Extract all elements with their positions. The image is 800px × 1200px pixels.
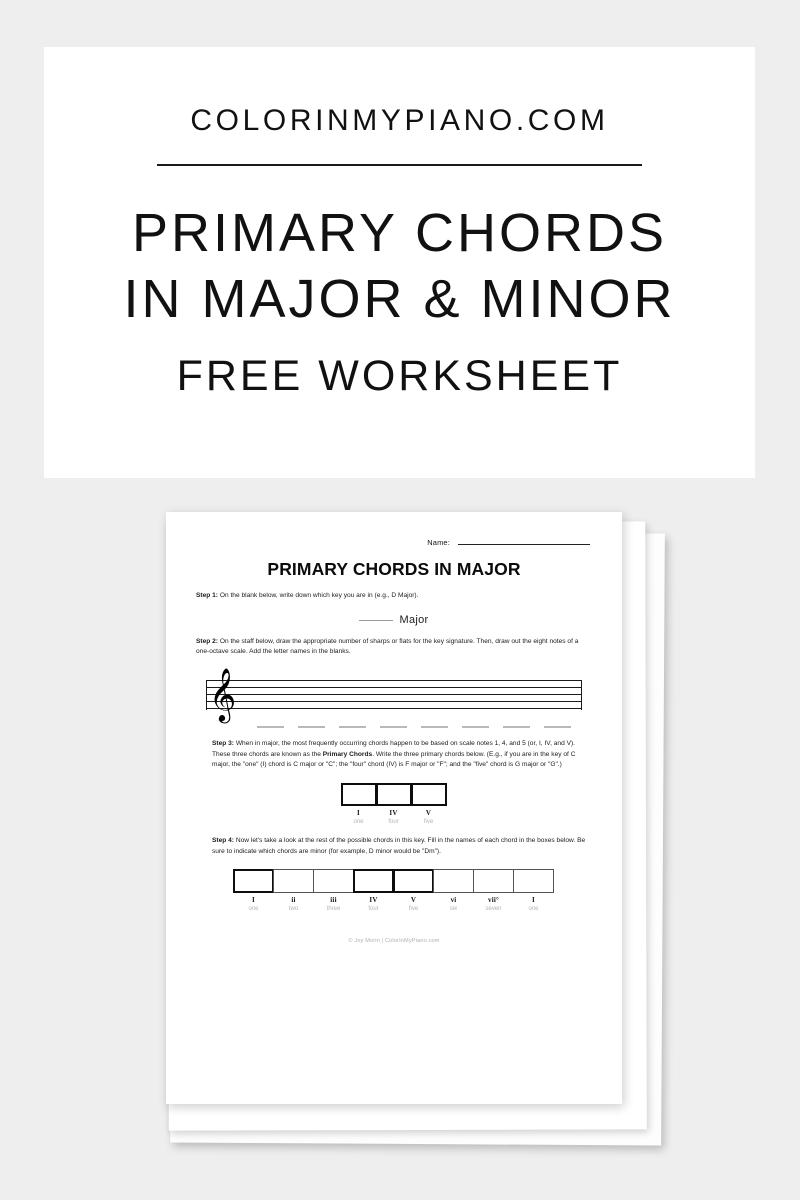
staff-barline-start [206,680,207,710]
worksheet-title: PRIMARY CHORDS IN MAJOR [267,559,521,579]
step-2-label: Step 2: [196,637,218,645]
step-4-instructions [196,836,592,857]
step-3-answer-box-3[interactable] [411,783,447,806]
step-3-roman-numeral-2: IV [389,809,398,818]
step-3-label-cell-3 [411,809,447,825]
step-3-label: Step 3: [212,740,234,748]
staff-line-2 [206,701,582,702]
hero-divider [157,164,642,166]
step-3-bold-term: Primary Chords [322,750,373,758]
step-4-word-label-6: six [449,906,458,913]
step-3-word-label-3: five [423,819,434,826]
step-3-word-label-2: four [388,819,399,826]
step-3-instructions [196,739,592,771]
step-1-answer-row [196,614,592,626]
step-4-label-cell-8 [513,896,554,912]
step-4-answer-box-8[interactable] [513,869,554,893]
hero-title-line-1: PRIMARY CHORDS [131,203,668,263]
worksheet-paper-stack [150,500,670,1160]
step-4-word-label-5: five [408,906,419,913]
hero-title-line-2: IN MAJOR & MINOR [123,269,676,330]
step-4-roman-numeral-2: ii [291,896,296,905]
site-url: COLORINMYPIANO.COM [190,104,609,137]
treble-clef-icon: 𝄞 [209,667,237,722]
staff-line-5 [206,680,582,681]
step-4-word-label-3: three [326,906,341,913]
letter-blank-8[interactable] [544,726,571,728]
step-4-label-cell-7 [473,896,514,912]
letter-blank-4[interactable] [380,726,407,728]
step-4-answer-box-5[interactable] [393,869,434,893]
step-4-word-label-2: two [288,906,299,913]
name-input-line[interactable] [458,543,590,545]
step-3-roman-numeral-1: I [357,809,360,818]
letter-blank-7[interactable] [503,726,530,728]
major-word: Major [399,613,429,626]
step-3-label-cell-1 [341,809,377,825]
step-3-roman-numeral-3: V [425,809,432,818]
step-4-word-label-7: seven [485,906,502,913]
step-4-label: Step 4: [212,837,234,845]
letter-blank-6[interactable] [462,726,489,728]
step-4-answer-box-3[interactable] [313,869,354,893]
step-3-text-b: . Write the three primary chords below. (E.g., if you are in the key of C major, the "one" (I) chord is C major or "C"; the "four" chord (IV) is F major or "F"; and the "five" chord is G major or "G".) [212,750,576,769]
step-1-label: Step 1: [196,592,218,599]
letter-blank-5[interactable] [421,726,448,728]
step-4-label-cell-5 [393,896,434,912]
pin-hero-banner [44,47,755,478]
step-4-roman-numeral-6: vi [450,896,457,905]
step-4-answer-box-4[interactable] [353,869,394,893]
worksheet-footer-credit: © Joy Morin | ColorInMyPiano.com [348,938,440,945]
worksheet-page [166,512,622,1104]
step-3-answer-box-1[interactable] [341,783,377,806]
step-4-roman-numeral-1: I [252,896,255,905]
staff-line-1 [206,708,582,709]
step-4-box-row [234,869,554,893]
step-4-word-label-4: four [368,906,379,913]
step-3-box-row [342,783,447,806]
step-4-text: Now let's take a look at the rest of the possible chords in this key. Fill in the names of each chord in the boxes below. Be sure to indicate which chords are minor (for example, D minor would be "Dm"). [212,837,586,855]
staff-barline-end [581,680,582,710]
step-4-label-cell-2 [273,896,314,912]
step-4-answer-box-7[interactable] [473,869,514,893]
staff-line-4 [206,687,582,688]
name-field-row [196,538,592,547]
staff-line-3 [206,694,582,695]
hero-subtitle: FREE WORKSHEET [176,352,623,401]
step-4-roman-numeral-5: V [410,896,417,905]
name-label: Name: [427,538,450,547]
step-4-label-cell-4 [353,896,394,912]
step-1-instructions [196,591,592,602]
step-4-answer-box-1[interactable] [233,869,274,893]
scale-letter-blanks [196,726,592,728]
step-4-chord-grid [196,869,592,912]
key-name-blank[interactable] [359,620,393,621]
step-4-roman-numeral-7: vii° [488,896,499,905]
step-4-answer-box-2[interactable] [273,869,314,893]
letter-blank-3[interactable] [339,726,366,728]
letter-blank-2[interactable] [298,726,325,728]
step-3-label-cell-2 [376,809,412,825]
step-4-label-row [234,896,554,912]
step-3-answer-box-2[interactable] [376,783,412,806]
step-4-label-cell-1 [233,896,274,912]
letter-blank-1[interactable] [257,726,284,728]
step-4-roman-numeral-8: I [532,896,535,905]
music-staff-area [196,667,592,722]
step-4-word-label-1: one [248,906,259,913]
step-2-text: On the staff below, draw the appropriate number of sharps or flats for the key signature. Then, draw out the eight notes of a one-octave scale. Add the letter names in the blanks. [196,637,579,656]
step-2-instructions [196,637,592,658]
step-3-chord-grid [196,783,592,825]
step-4-roman-numeral-3: iii [330,896,337,905]
step-3-word-label-1: one [353,819,364,826]
step-1-text: On the blank below, write down which key you are in (e.g., D Major). [219,592,419,599]
step-3-label-row [342,809,447,825]
step-4-label-cell-3 [313,896,354,912]
step-4-label-cell-6 [433,896,474,912]
step-4-answer-box-6[interactable] [433,869,474,893]
step-3-text-a: When in major, the most frequently occurring chords happen to be based on scale notes 1, 4, and 5 (or, I, IV, and V). These three chords are known as the [212,740,575,758]
step-4-word-label-8: one [528,906,539,913]
music-staff[interactable] [206,667,582,722]
step-4-roman-numeral-4: IV [369,896,378,905]
